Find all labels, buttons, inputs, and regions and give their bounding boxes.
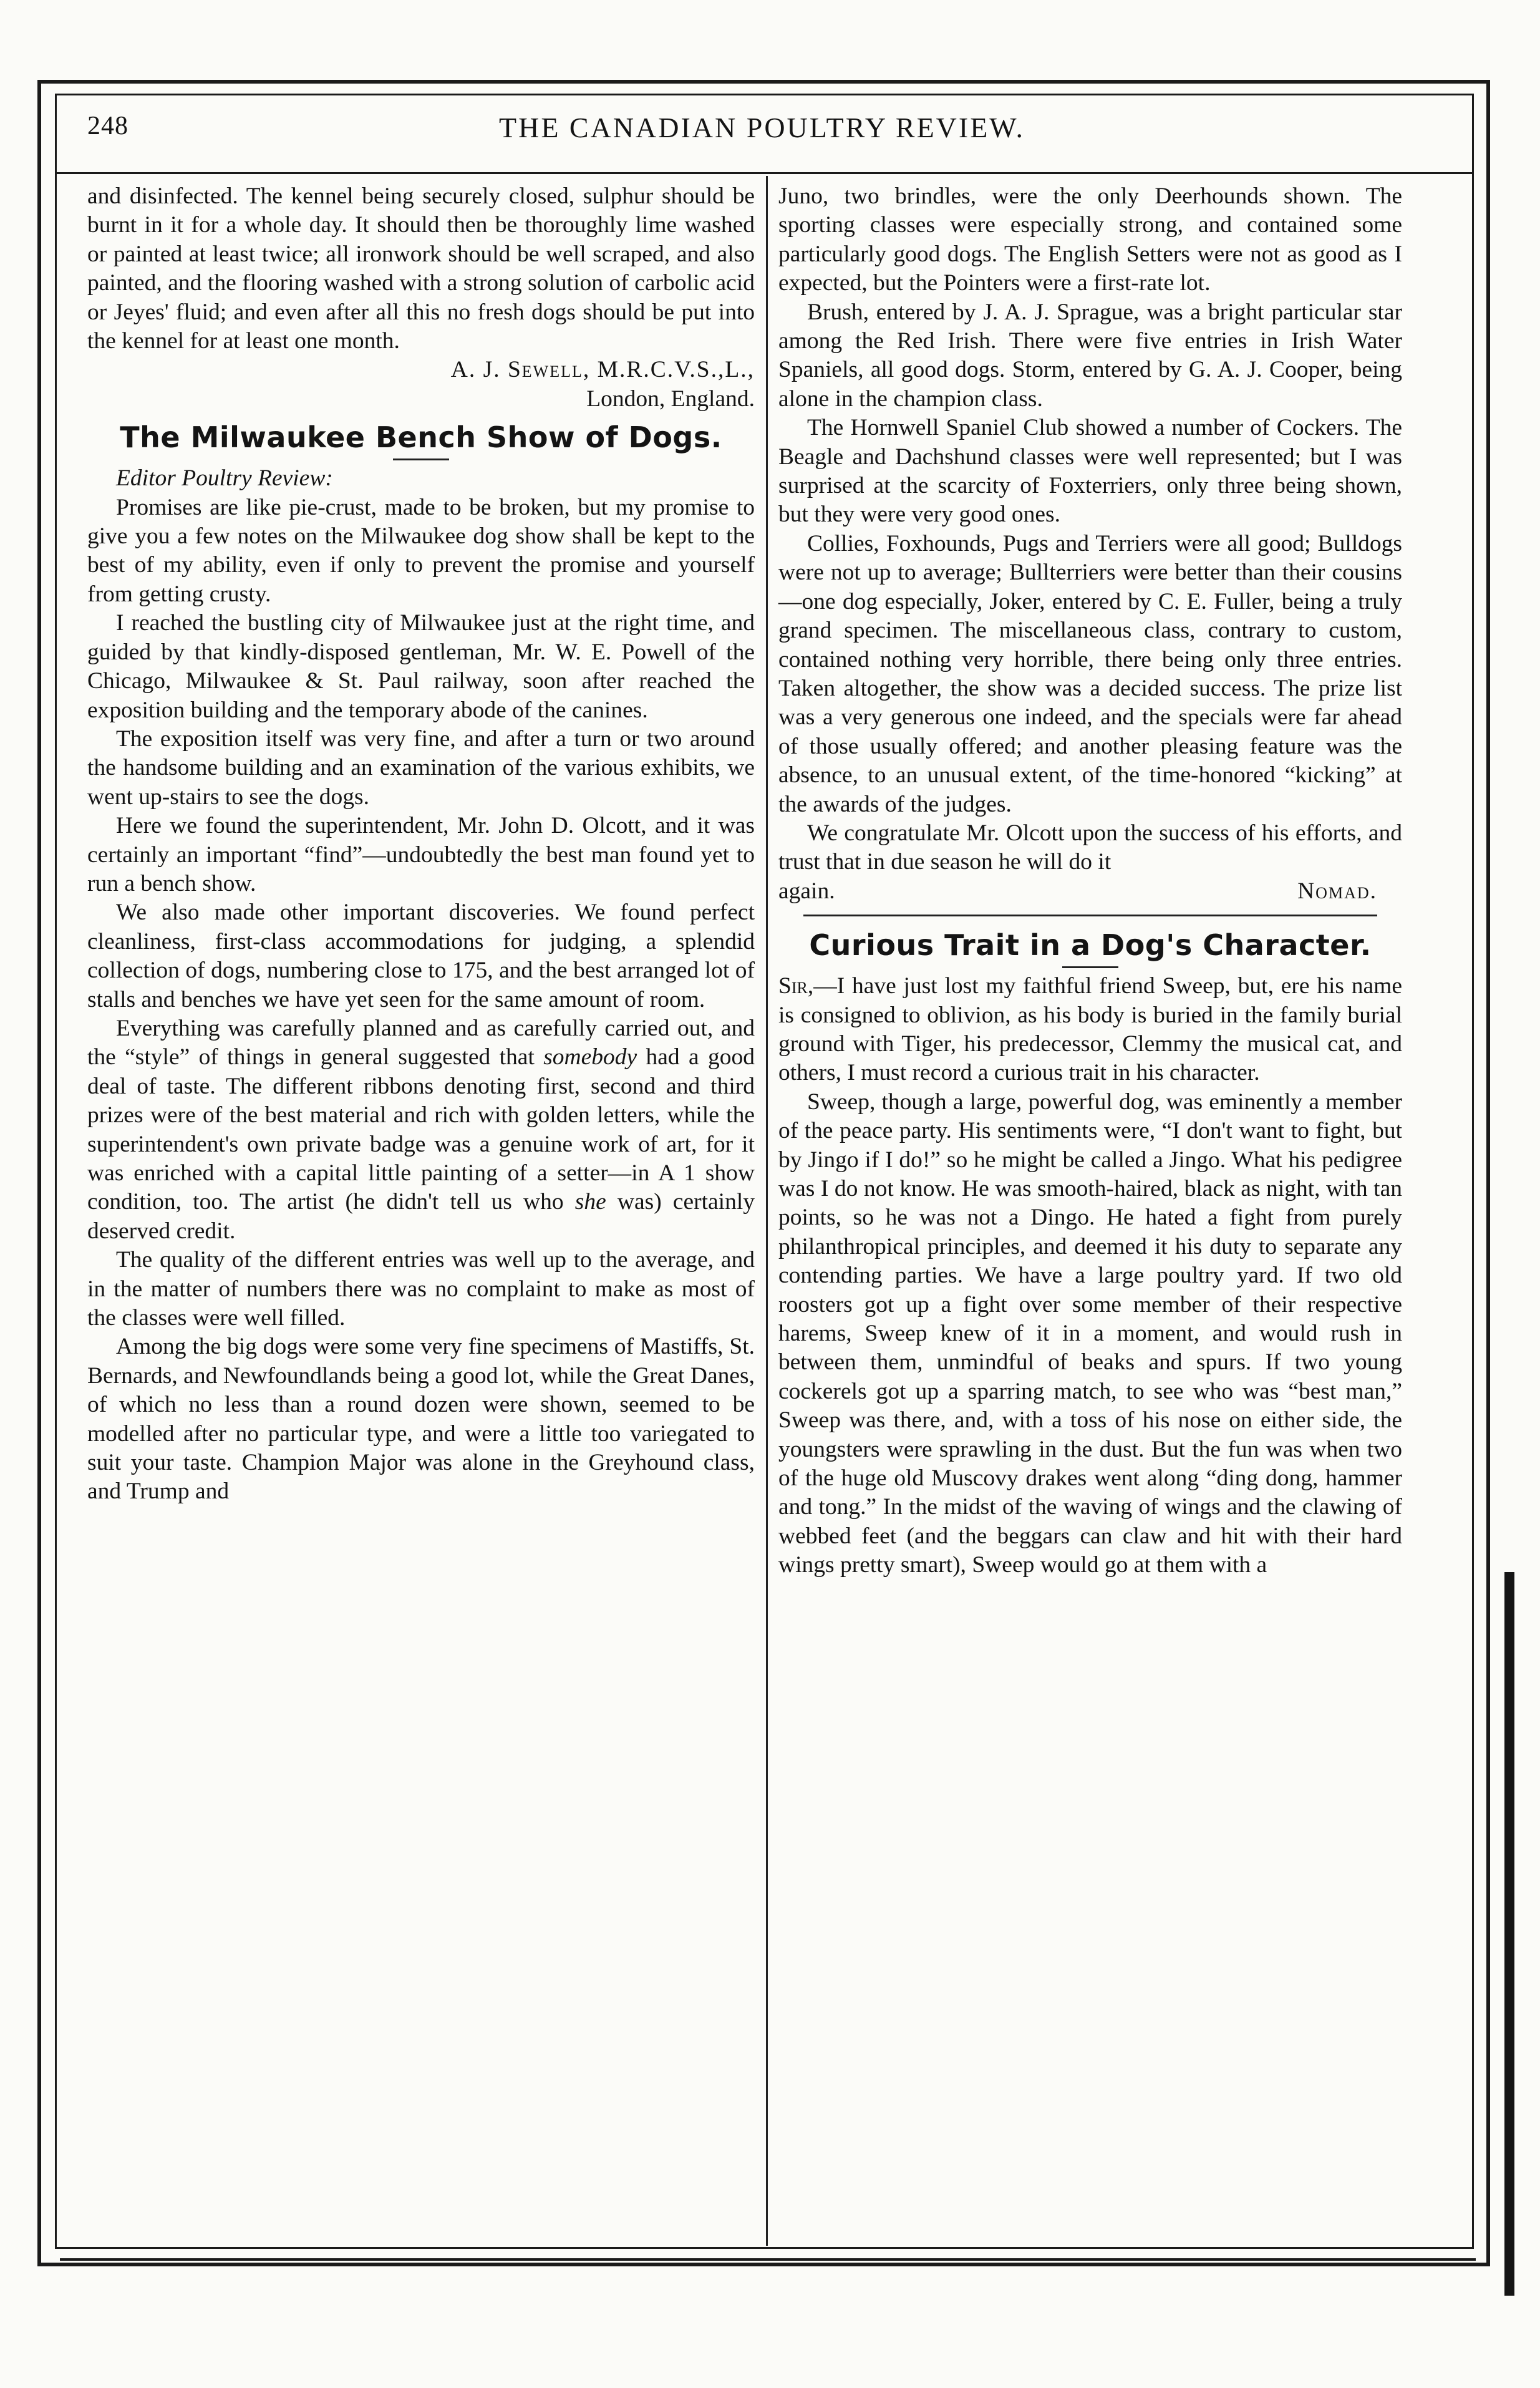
column-divider: [766, 176, 768, 2246]
running-head: THE CANADIAN POULTRY REVIEW.: [499, 112, 1025, 143]
signature-name: A. J. Sewell, M.R.C.V.S.,L.,: [450, 357, 755, 383]
paragraph: Everything was carefully planned and as carefully carried out, and the “style” of things in general suggested that somebody had a good deal of taste. The different ribbons denoting first, second and third prizes were of the best material and rich with golden letters, while the superintendent's own private badge was a genuine work of art, for it was enriched with a capital little painting of a setter—in A 1 show condition, too. The artist (he didn't tell us who she was) certainly deserved credit.: [87, 1015, 755, 1244]
right-column: [778, 182, 1402, 1580]
signature-place: London, England.: [586, 386, 755, 412]
paragraph: Among the big dogs were some very fine specimens of Mastiffs, St. Bernards, and Newfoundlands being a good lot, while the Great Danes, of which no less than a round dozen were shown, seemed to be modelled after no particular type, and were a little too variegated to suit your taste. Champion Major was alone in the Greyhound class, and Trump and: [87, 1334, 755, 1505]
paragraph: Collies, Foxhounds, Pugs and Terriers were all good; Bulldogs were not up to average; Bullterriers were better than their cousins—one dog especially, Joker, entered by C. E. Fuller, being a truly grand specimen. The miscellaneous class, contrary to custom, contained nothing very horrible, there being only three entries. Taken altogether, the show was a decided success. The prize list was a very generous one indeed, and the specials were far ahead of those usually offered; and another pleasing feature was the absence, to an unusual extent, of the time-honored “kicking” at the awards of the judges.: [778, 530, 1402, 817]
page-number: 248: [87, 112, 128, 140]
paragraph-end: again.: [778, 878, 835, 904]
signature: Nomad.: [1297, 878, 1377, 904]
paragraph: Juno, two brindles, were the only Deerhounds shown. The sporting classes were especially strong, and contained some particularly good dogs. The English Setters were not as good as I expected, but the Pointers were a first-rate lot.: [778, 183, 1402, 296]
salutation: Editor Poultry Review:: [116, 465, 333, 492]
scan-edge-bar: [1504, 1572, 1514, 2296]
article-title: The Milwaukee Bench Show of Dogs.: [120, 420, 722, 455]
section-rule: [803, 915, 1377, 916]
paragraph: Sweep, though a large, powerful dog, was eminently a member of the peace party. His sentiments were, “I don't want to fight, but by Jingo if I do!” so he might be called a Jingo. What his pedigree was I do not know. He was smooth-haired, black as night, with tan points, so he was not a Dingo. He hated a fight from purely philanthropical principles, and deemed it his duty to separate any contending parties. We have a large poultry yard. If two old roosters got up a fight over some member of their respective harems, Sweep knew of it in a moment, and would rush in between them, unmindful of beaks and spurs. If two young cockerels got up a sparring match, to see who was “best man,” Sweep was there, and, with a toss of his nose on either side, the youngsters were sprawling in the dust. But the fun was when two of the huge old Muscovy drakes went along “ding dong, hammer and tong.” In the midst of the waving of wings and the clawing of webbed feet (and the beggars can claw and hit with their hard wings pretty smart), Sweep would go at them with a: [778, 1089, 1402, 1578]
paragraph: The exposition itself was very fine, and after a turn or two around the handsome building and an examination of the various exhibits, we went up-stairs to see the dogs.: [87, 726, 755, 810]
salutation: Sir,: [778, 973, 814, 999]
paragraph: I reached the bustling city of Milwaukee just at the right time, and guided by that kindly-disposed gentleman, Mr. W. E. Powell of the Chicago, Milwaukee & St. Paul railway, soon after reached the exposition building and the temporary abode of the canines.: [87, 610, 755, 723]
left-column: [87, 182, 755, 1507]
article-title: Curious Trait in a Dog's Character.: [809, 928, 1372, 963]
paragraph: and disinfected. The kennel being securely closed, sulphur should be burnt in it for a whole day. It should then be thoroughly lime washed or painted at least twice; all ironwork should be well scraped, and also painted, and the flooring washed with a strong solution of carbolic acid or Jeyes' fluid; and even after all this no fresh dogs should be put into the kennel for at least one month.: [87, 183, 755, 354]
header-rule: [55, 172, 1474, 174]
paragraph: We also made other important discoveries. We found perfect cleanliness, first-class accommodations for judging, a splendid collection of dogs, numbering close to 175, and the best arranged lot of stalls and benches we have yet seen for the same amount of room.: [87, 900, 755, 1012]
paragraph: The quality of the different entries was well up to the average, and in the matter of numbers there was no complaint to make as most of the classes were well filled.: [87, 1247, 755, 1331]
bottom-rule: [60, 2258, 1476, 2261]
title-rule: [393, 459, 449, 460]
paragraph: We congratulate Mr. Olcott upon the success of his efforts, and trust that in due season he will do it: [778, 820, 1402, 875]
signature-line: [778, 877, 1402, 906]
paragraph: The Hornwell Spaniel Club showed a number of Cockers. The Beagle and Dachshund classes were well represented; but I was surprised at the scarcity of Foxterriers, only three being shown, but they were very good ones.: [778, 415, 1402, 528]
paragraph: Here we found the superintendent, Mr. John D. Olcott, and it was certainly an important “find”—undoubtedly the best man found yet to run a bench show.: [87, 813, 755, 896]
paragraph: Sir,—I have just lost my faithful friend Sweep, but, ere his name is consigned to oblivion, as his body is buried in the family burial ground with Tiger, his predecessor, Clemmy the musical cat, and others, I must record a curious trait in his character.: [778, 973, 1402, 1086]
paragraph: Promises are like pie-crust, made to be broken, but my promise to give you a few notes on the Milwaukee dog show shall be kept to the best of my ability, even if only to prevent the promise and yourself from getting crusty.: [87, 494, 755, 607]
title-rule: [1062, 966, 1118, 968]
paragraph: Brush, entered by J. A. J. Sprague, was a bright particular star among the Red Irish. There were five entries in Irish Water Spaniels, all good dogs. Storm, entered by G. A. J. Cooper, being alone in the champion class.: [778, 299, 1402, 412]
